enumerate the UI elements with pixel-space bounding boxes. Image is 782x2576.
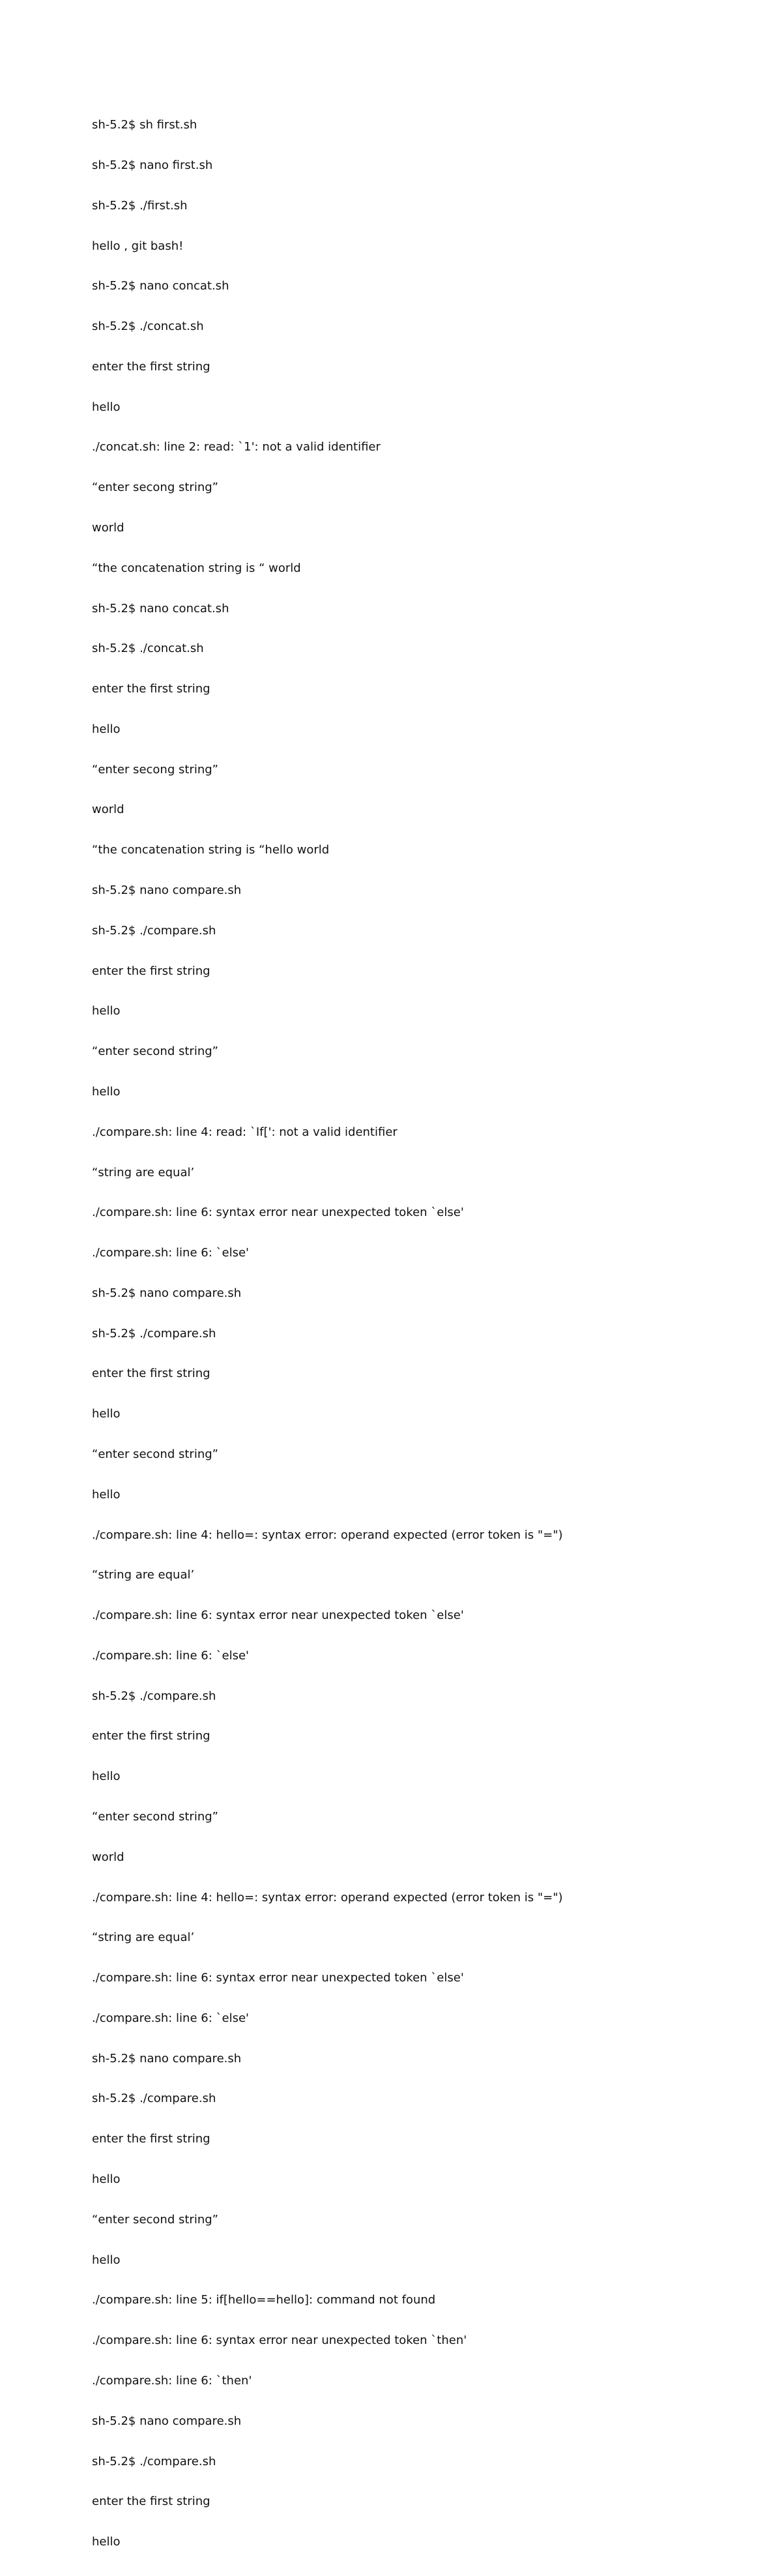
transcript-line: “string are equal’	[92, 1931, 195, 1945]
transcript-line: hello	[92, 2253, 121, 2267]
transcript-line: hello	[92, 1004, 121, 1018]
transcript-line: “the concatenation string is “hello world	[92, 843, 330, 857]
transcript-line: enter the first string	[92, 2132, 210, 2146]
transcript-line: sh-5.2$ ./compare.sh	[92, 923, 216, 938]
transcript-line: enter the first string	[92, 1729, 210, 1743]
transcript-line: ./compare.sh: line 6: syntax error near unexpected token `then'	[92, 2333, 467, 2348]
transcript-line: ./compare.sh: line 6: syntax error near unexpected token `else'	[92, 1971, 464, 1985]
transcript-line: sh-5.2$ nano concat.sh	[92, 279, 229, 293]
transcript-line: sh-5.2$ ./compare.sh	[92, 1689, 216, 1703]
transcript-line: enter the first string	[92, 1367, 210, 1381]
transcript-line: “string are equal’	[92, 1165, 195, 1179]
transcript-line: hello	[92, 1084, 121, 1099]
transcript-line: hello	[92, 722, 121, 736]
transcript-line: hello	[92, 1407, 121, 1421]
terminal-transcript	[92, 92, 563, 2576]
transcript-line: ./compare.sh: line 6: `then'	[92, 2373, 252, 2388]
transcript-line: sh-5.2$ nano compare.sh	[92, 883, 242, 898]
transcript-line: “enter second string”	[92, 1044, 218, 1059]
transcript-line: enter the first string	[92, 2495, 210, 2509]
transcript-line: ./concat.sh: line 2: read: `1': not a valid identifier	[92, 440, 381, 454]
transcript-line: world	[92, 1850, 124, 1864]
transcript-line: hello	[92, 2535, 121, 2549]
transcript-line: “string are equal’	[92, 1568, 195, 1582]
transcript-line: ./compare.sh: line 6: syntax error near unexpected token `else'	[92, 1608, 464, 1623]
transcript-line: hello , git bash!	[92, 239, 184, 253]
transcript-line: enter the first string	[92, 682, 210, 696]
transcript-line: hello	[92, 2172, 121, 2187]
transcript-line: ./compare.sh: line 4: hello=: syntax error: operand expected (error token is "=")	[92, 1890, 563, 1904]
transcript-line: sh-5.2$ nano compare.sh	[92, 2414, 242, 2428]
transcript-line: enter the first string	[92, 359, 210, 374]
transcript-line: ./compare.sh: line 6: syntax error near unexpected token `else'	[92, 1206, 464, 1220]
transcript-line: sh-5.2$ nano compare.sh	[92, 2051, 242, 2065]
transcript-line: sh-5.2$ ./concat.sh	[92, 319, 204, 334]
transcript-line: “enter second string”	[92, 1447, 218, 1461]
transcript-line: sh-5.2$ nano compare.sh	[92, 1286, 242, 1300]
transcript-line: “enter second string”	[92, 2212, 218, 2227]
transcript-line: hello	[92, 400, 121, 414]
transcript-line: “enter secong string”	[92, 481, 218, 495]
transcript-line: sh-5.2$ nano concat.sh	[92, 601, 229, 615]
transcript-line: ./compare.sh: line 6: `else'	[92, 1648, 249, 1663]
transcript-line: ./compare.sh: line 6: `else'	[92, 1246, 249, 1260]
transcript-line: ./compare.sh: line 6: `else'	[92, 2011, 249, 2025]
transcript-line: hello	[92, 1769, 121, 1784]
transcript-line: ./compare.sh: line 5: if[hello==hello]: command not found	[92, 2293, 436, 2307]
transcript-line: sh-5.2$ nano first.sh	[92, 158, 213, 172]
transcript-line: world	[92, 803, 124, 817]
transcript-line: hello	[92, 1487, 121, 1502]
transcript-line: sh-5.2$ ./compare.sh	[92, 2454, 216, 2468]
transcript-line: “enter secong string”	[92, 762, 218, 777]
transcript-line: ./compare.sh: line 4: read: `If[': not a valid identifier	[92, 1125, 398, 1139]
transcript-line: sh-5.2$ ./compare.sh	[92, 2092, 216, 2106]
transcript-line: sh-5.2$ sh first.sh	[92, 118, 197, 132]
transcript-line: sh-5.2$ ./first.sh	[92, 198, 188, 213]
transcript-line: sh-5.2$ ./compare.sh	[92, 1326, 216, 1340]
transcript-line: “enter second string”	[92, 1810, 218, 1824]
transcript-line: ./compare.sh: line 4: hello=: syntax error: operand expected (error token is "=")	[92, 1528, 563, 1542]
transcript-line: sh-5.2$ ./concat.sh	[92, 642, 204, 656]
transcript-line: world	[92, 521, 124, 535]
transcript-line: enter the first string	[92, 964, 210, 978]
transcript-line: “the concatenation string is “ world	[92, 561, 301, 575]
